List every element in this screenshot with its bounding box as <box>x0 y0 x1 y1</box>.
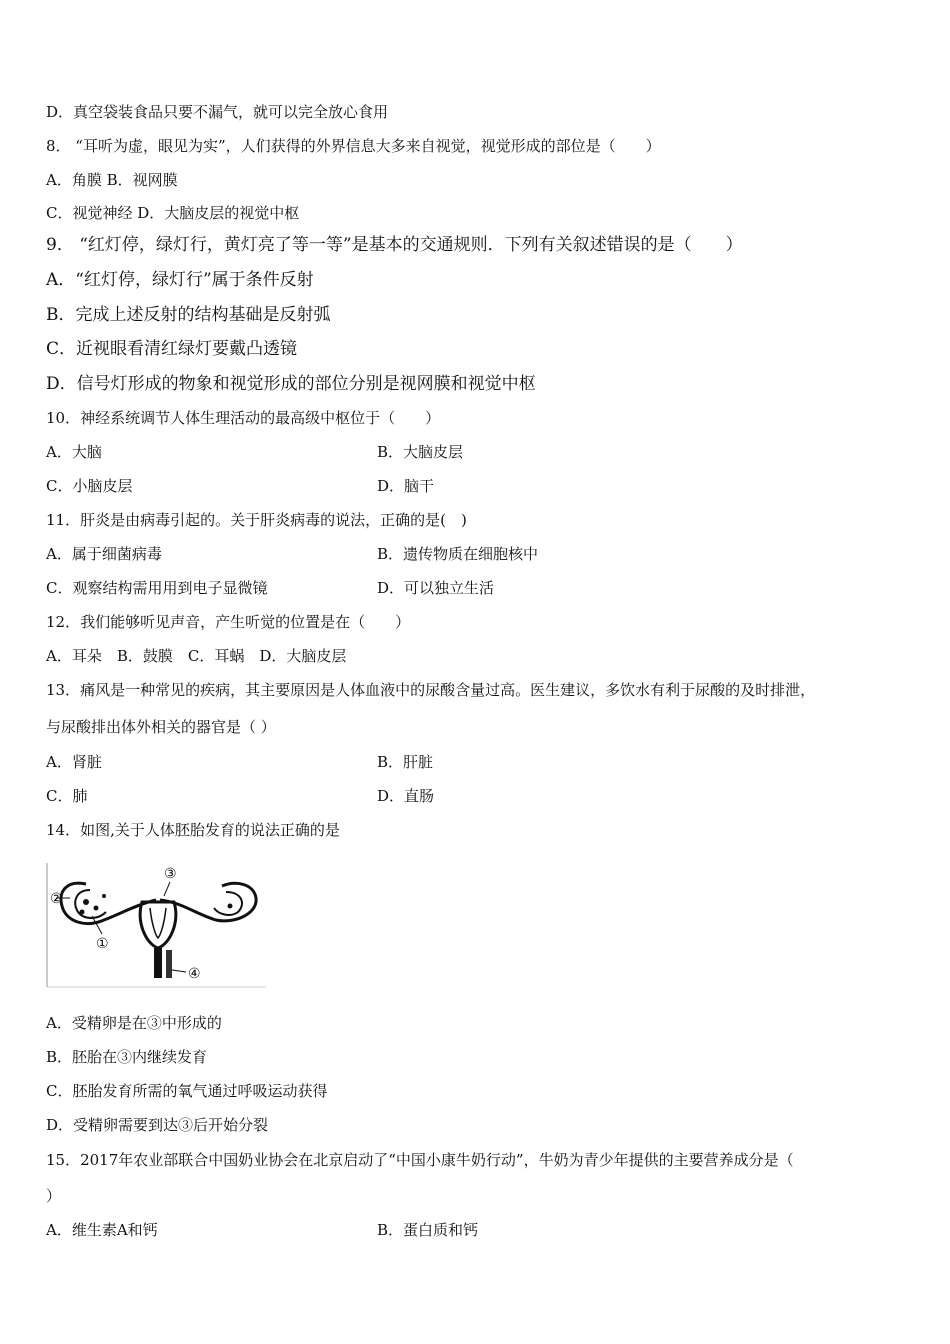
question-14-option-a: A．受精卵是在③中形成的 <box>46 1014 222 1032</box>
question-14-option-d: D．受精卵需要到达③后开始分裂 <box>46 1116 269 1134</box>
question-12-options: A．耳朵 B．鼓膜 C．耳蜗 D．大脑皮层 <box>46 647 347 665</box>
question-13-option-d: D．直肠 <box>377 787 435 805</box>
question-15-stem-line-2: ） <box>46 1187 62 1205</box>
question-14-option-b: B．胚胎在③内继续发育 <box>46 1048 208 1066</box>
question-13-stem-line-2: 与尿酸排出体外相关的器官是（ ） <box>46 718 276 736</box>
question-12-stem: 12．我们能够听见声音，产生听觉的位置是在（ ） <box>46 613 411 631</box>
question-9-option-c: C．近视眼看清红绿灯要戴凸透镜 <box>46 339 298 359</box>
female-reproductive-system-figure <box>46 862 268 988</box>
question-10-option-b: B．大脑皮层 <box>377 443 464 461</box>
question-7-option-d: D．真空袋装食品只要不漏气，就可以完全放心食用 <box>46 103 389 121</box>
question-11-option-d: D．可以独立生活 <box>377 579 495 597</box>
figure-label-2: ② <box>50 891 63 907</box>
figure-label-1: ① <box>96 936 109 952</box>
question-9-option-a: A．“红灯停，绿灯行”属于条件反射 <box>46 270 314 290</box>
question-10-stem: 10．神经系统调节人体生理活动的最高级中枢位于（ ） <box>46 409 441 427</box>
question-10-option-d: D．脑干 <box>377 477 435 495</box>
question-8-stem: 8． “耳听为虚，眼见为实”，人们获得的外界信息大多来自视觉，视觉形成的部位是（ ） <box>46 137 661 155</box>
figure-label-3: ③ <box>164 866 177 882</box>
question-9-stem: 9． “红灯停，绿灯行，黄灯亮了等一等”是基本的交通规则．下列有关叙述错误的是（ ） <box>46 235 743 255</box>
question-10-option-a: A．大脑 <box>46 443 102 461</box>
question-14-stem: 14．如图,关于人体胚胎发育的说法正确的是 <box>46 821 340 839</box>
question-9-option-d: D．信号灯形成的物象和视觉形成的部位分别是视网膜和视觉中枢 <box>46 374 536 394</box>
question-10-option-c: C．小脑皮层 <box>46 477 133 495</box>
question-11-option-b: B．遗传物质在细胞核中 <box>377 545 539 563</box>
question-8-options-ab: A．角膜 B．视网膜 <box>46 171 178 189</box>
question-13-stem-line-1: 13．痛风是一种常见的疾病，其主要原因是人体血液中的尿酸含量过高。医生建议，多饮水有利于尿酸的及时排泄， <box>46 681 816 699</box>
question-13-option-a: A．肾脏 <box>46 753 102 771</box>
question-13-option-c: C．肺 <box>46 787 88 805</box>
question-9-option-b: B．完成上述反射的结构基础是反射弧 <box>46 305 331 325</box>
question-8-options-cd: C．视觉神经 D．大脑皮层的视觉中枢 <box>46 204 300 222</box>
question-11-option-a: A．属于细菌病毒 <box>46 545 162 563</box>
question-14-option-c: C．胚胎发育所需的氧气通过呼吸运动获得 <box>46 1082 328 1100</box>
question-15-stem-line-1: 15．2017年农业部联合中国奶业协会在北京启动了“中国小康牛奶行动”，牛奶为青少年提供的主要营养成分是（ <box>46 1151 794 1169</box>
question-11-option-c: C．观察结构需用用到电子显微镜 <box>46 579 268 597</box>
question-15-option-a: A．维生素A和钙 <box>46 1221 158 1239</box>
question-13-option-b: B．肝脏 <box>377 753 434 771</box>
question-11-stem: 11．肝炎是由病毒引起的。关于肝炎病毒的说法，正确的是( ) <box>46 511 467 529</box>
question-15-option-b: B．蛋白质和钙 <box>377 1221 479 1239</box>
figure-label-4: ④ <box>188 966 201 982</box>
